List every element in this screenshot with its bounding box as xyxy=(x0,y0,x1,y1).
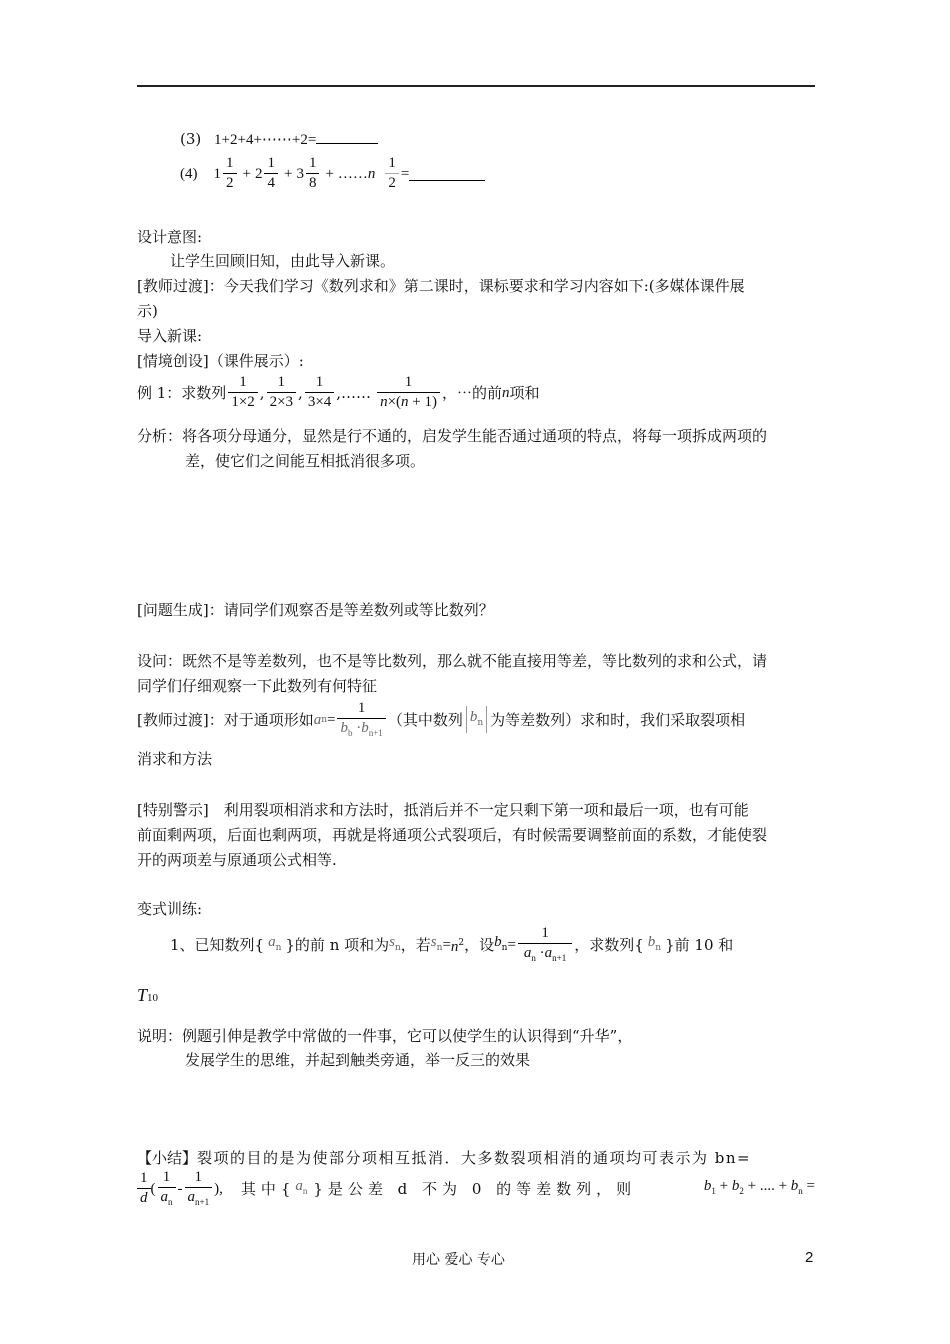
example-1-prefix: 例 1：求数列 xyxy=(137,383,227,402)
ellipsis: …… xyxy=(337,165,368,182)
teacher-transition-2 xyxy=(137,701,745,738)
sum-sn: $s_n$ xyxy=(389,934,401,953)
ask-line1: 设问：既然不是等差数列，也不是等比数列，那么就不能直接用等差，等比数列的求和公式，请 xyxy=(137,652,768,670)
ask-line2: 同学们仔细观察一下此数列有何特征 xyxy=(137,677,378,695)
answer-blank xyxy=(316,143,378,144)
example-1-suffix: ，⋯的前 xyxy=(442,383,503,402)
variable-a: a xyxy=(313,711,322,728)
summary-where: 其中{ xyxy=(240,1179,296,1198)
separator: , xyxy=(259,383,265,402)
fraction: $\frac{1}{4}$ xyxy=(264,156,278,191)
example-1-suffix-end: 项和 xyxy=(509,383,540,402)
general-term-fraction: $\frac{1}{n\times(n + 1)}$ xyxy=(377,375,440,410)
fraction: $\frac{1}{2}$ xyxy=(385,156,399,191)
variant-title: 变式训练: xyxy=(137,900,203,918)
operator: + xyxy=(242,165,251,182)
bn-fraction: $\frac{1}{a_n \cdot a_{n+1}}$ xyxy=(518,926,572,963)
variant-exercise-1 xyxy=(170,926,733,963)
paren: ), xyxy=(214,1180,223,1197)
ellipsis: ,…… xyxy=(336,383,372,402)
fraction: $\frac{1}{3\times 4}$ xyxy=(305,375,334,410)
paren: ( xyxy=(150,1180,156,1197)
new-lesson-heading: 导入新课: xyxy=(137,327,203,345)
variable-n: n xyxy=(502,384,510,401)
header-rule xyxy=(137,85,815,87)
teacher-transition-2-line2: 消求和方法 xyxy=(137,750,213,768)
teacher-transition-1-line1: [教师过渡]：今天我们学习《数列求和》第二课时，课标要求和学习内容如下:(多媒体课件展 xyxy=(137,277,745,295)
exercise-4 xyxy=(180,156,485,191)
note-line2: 发展学生的思维，并起到触类旁通，举一反三的效果 xyxy=(185,1051,531,1069)
exercise-3 xyxy=(180,129,378,150)
warning-line3: 开的两项差与原通项公式相等. xyxy=(137,851,337,869)
minus: - xyxy=(177,1180,183,1197)
term-bn: $b_n$ xyxy=(494,934,508,953)
summary-line1 xyxy=(137,1148,815,1168)
mixed-whole: 2 xyxy=(254,165,263,182)
page-number: 2 xyxy=(805,1249,814,1266)
mixed-whole: n xyxy=(367,165,376,182)
variant-text: }的前 n 项和为 xyxy=(285,935,390,954)
equals: = xyxy=(327,711,336,728)
mixed-whole: 1 xyxy=(213,165,221,182)
example-1 xyxy=(137,375,540,410)
exercise-4-label: (4) xyxy=(180,165,198,182)
variant-text: }前 10 和 xyxy=(665,935,734,954)
general-term-fraction: $\frac{1}{b_b \cdot b_{n+1}}$ xyxy=(337,701,385,738)
teacher-transition-2-post: 为等差数列）求和时，我们采取裂项相 xyxy=(490,710,746,729)
t10: T10 xyxy=(137,985,159,1005)
equals: = xyxy=(442,936,451,953)
fraction: $\frac{1}{2}$ xyxy=(223,156,237,191)
fraction: $\frac{1}{a_n}$ xyxy=(158,1170,176,1207)
n-squared: $n^2$ xyxy=(450,937,465,955)
sum-sn: $s_n$ xyxy=(430,934,443,953)
sequence-bn: $b_n$ xyxy=(647,934,662,953)
exercise-3-expr: 1+2+4+⋯⋯+2= xyxy=(214,132,317,148)
separator: , xyxy=(298,383,303,402)
subscript: n xyxy=(321,714,328,725)
warning-line1: [特别警示] 利用裂项相消求和方法时，抵消后并不一定只剩下第一项和最后一项，也有可能 xyxy=(137,801,749,819)
variant-text: ，设 xyxy=(464,935,495,954)
summary-condition: }是公差 d 不为 0 的等差数列，则 xyxy=(313,1179,637,1198)
exercise-3-label: (3) xyxy=(180,130,202,148)
summary-label: 【小结】 xyxy=(137,1149,198,1167)
teacher-transition-2-mid: （其中数列 xyxy=(387,710,463,729)
operator: + xyxy=(283,165,293,182)
design-intent-body: 让学生回顾旧知，由此导入新课。 xyxy=(170,252,396,270)
summary-formula xyxy=(137,1170,815,1207)
analysis-line2: 差，使它们之间能互相抵消很多项。 xyxy=(185,452,426,470)
warning-line2: 前面剩两项，后面也剩两项，再就是将通项公式裂项后，有时候需要调整前面的系数，才能使裂 xyxy=(137,826,768,844)
question-generation: [问题生成]：请同学们观察否是等差数列或等比数列？ xyxy=(137,601,494,619)
situation-heading: [情境创设]（课件展示）: xyxy=(137,352,304,370)
summary-text: 裂项的目的是为使部分项相互抵消．大多数裂项相消的通项均可表示为 bn= xyxy=(197,1149,752,1167)
operator: + xyxy=(325,165,334,182)
fraction: $\frac{1}{8}$ xyxy=(306,156,320,191)
analysis-line1: 分析：将各项分母通分，显然是行不通的，启发学生能否通过通项的特点，将每一项拆成两项的 xyxy=(137,427,768,445)
answer-blank xyxy=(409,166,485,181)
footer-text: 用心 爱心 专心 xyxy=(412,1252,505,1268)
note-line1: 说明：例题引伸是教学中常做的一件事，它可以使学生的认识得到“升华”， xyxy=(137,1027,633,1045)
design-intent-title: 设计意图: xyxy=(137,228,203,246)
fraction: $\frac{1}{a_{n+1}}$ xyxy=(185,1170,213,1207)
mixed-whole: 3 xyxy=(296,165,304,182)
teacher-transition-2-prefix: [教师过渡]：对于通项形如 xyxy=(137,710,314,729)
equals: = xyxy=(507,936,516,953)
fraction: $\frac{1}{2\times 3}$ xyxy=(267,375,296,410)
sum-expression: $b_1 + b_2$ + .... + $b_n$ = xyxy=(703,1178,815,1196)
variant-text: ，求数列{ xyxy=(574,935,644,954)
teacher-transition-1-line2: 示) xyxy=(137,302,158,320)
variant-text: 1、已知数列{ xyxy=(170,935,265,954)
fraction: $\frac{1}{d}$ xyxy=(137,1171,151,1206)
equals: = xyxy=(400,165,410,182)
sequence-an: $a_n$ xyxy=(268,934,282,953)
variant-text: ，若 xyxy=(400,935,431,954)
sequence-an: $a_n$ xyxy=(295,1178,308,1196)
sequence-bn: $b_n$ xyxy=(466,706,487,733)
fraction: $\frac{1}{1\times 2}$ xyxy=(228,375,257,410)
